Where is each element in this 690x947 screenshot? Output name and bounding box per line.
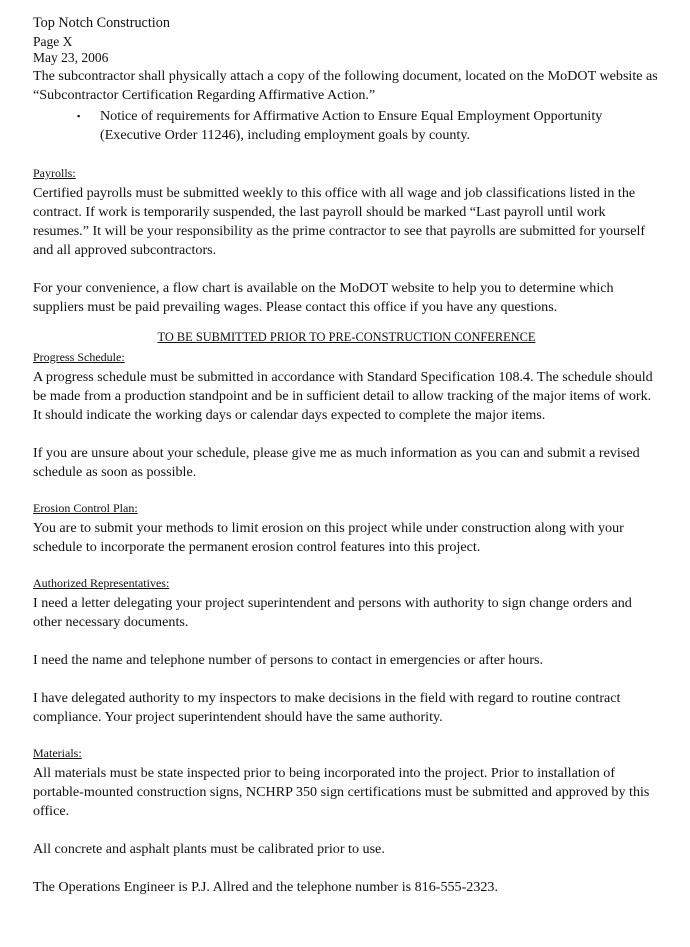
progress-schedule-paragraph: A progress schedule must be submitted in accordance with Standard Specification 108.4. The schedule should be made from a production standpoint and be in sufficient detail to allow tracking of the major items of work. It should indicate the working days or calendar days expected to complete the major items.: [33, 369, 653, 423]
progress-schedule-heading: Progress Schedule:: [33, 350, 125, 364]
document-date: May 23, 2006: [33, 50, 109, 65]
materials-paragraph: All materials must be state inspected prior to being incorporated into the project. Prior to installation of portable-mounted construction signs, NCHRP 350 sign certifications must be submitted and approved by this office.: [33, 765, 650, 819]
materials-paragraph: The Operations Engineer is P.J. Allred and the telephone number is 816-555-2323.: [33, 879, 498, 895]
materials-heading: Materials:: [33, 746, 82, 760]
bullet-text: Notice of requirements for Affirmative Action to Ensure Equal Employment Opportunity (Executive Order 11246), including employment goals by county.: [100, 108, 603, 143]
intro-paragraph: The subcontractor shall physically attach a copy of the following document, located on the MoDOT website as “Subcontractor Certification Regarding Affirmative Action.”: [33, 68, 658, 103]
payrolls-paragraph: Certified payrolls must be submitted weekly to this office with all wage and job classifications listed in the contract. If work is temporarily suspended, the last payroll should be marked “Last payroll until work resumes.” It will be your responsibility as the prime contractor to see that payrolls are submitted for yourself and all approved subcontractors.: [33, 185, 646, 258]
square-bullet-icon: ▪: [77, 111, 81, 121]
page-number: Page X: [33, 34, 73, 49]
intro-bullet-list: [33, 107, 660, 145]
payrolls-heading: Payrolls:: [33, 166, 76, 180]
erosion-control-heading: Erosion Control Plan:: [33, 501, 138, 515]
company-name: Top Notch Construction: [33, 15, 170, 31]
erosion-control-paragraph: You are to submit your methods to limit erosion on this project while under construction along with your schedule to incorporate the permanent erosion control features into this project.: [33, 520, 624, 555]
payrolls-paragraph: For your convenience, a flow chart is available on the MoDOT website to help you to determine which suppliers must be paid prevailing wages. Please contact this office if you have any questions.: [33, 280, 614, 315]
authorized-representatives-heading: Authorized Representatives:: [33, 576, 170, 590]
progress-schedule-paragraph: If you are unsure about your schedule, please give me as much information as you can and submit a revised schedule as soon as possible.: [33, 445, 640, 480]
authorized-representatives-paragraph: I need a letter delegating your project superintendent and persons with authority to sign change orders and other necessary documents.: [33, 595, 632, 630]
list-item: [77, 107, 660, 145]
materials-paragraph: All concrete and asphalt plants must be calibrated prior to use.: [33, 841, 385, 857]
authorized-representatives-paragraph: I need the name and telephone number of persons to contact in emergencies or after hours.: [33, 652, 544, 668]
pre-construction-heading: TO BE SUBMITTED PRIOR TO PRE-CONSTRUCTION CONFERENCE: [157, 330, 536, 344]
authorized-representatives-paragraph: I have delegated authority to my inspectors to make decisions in the field with regard to routine contract compliance. Your project superintendent should have the same authority.: [33, 690, 621, 725]
